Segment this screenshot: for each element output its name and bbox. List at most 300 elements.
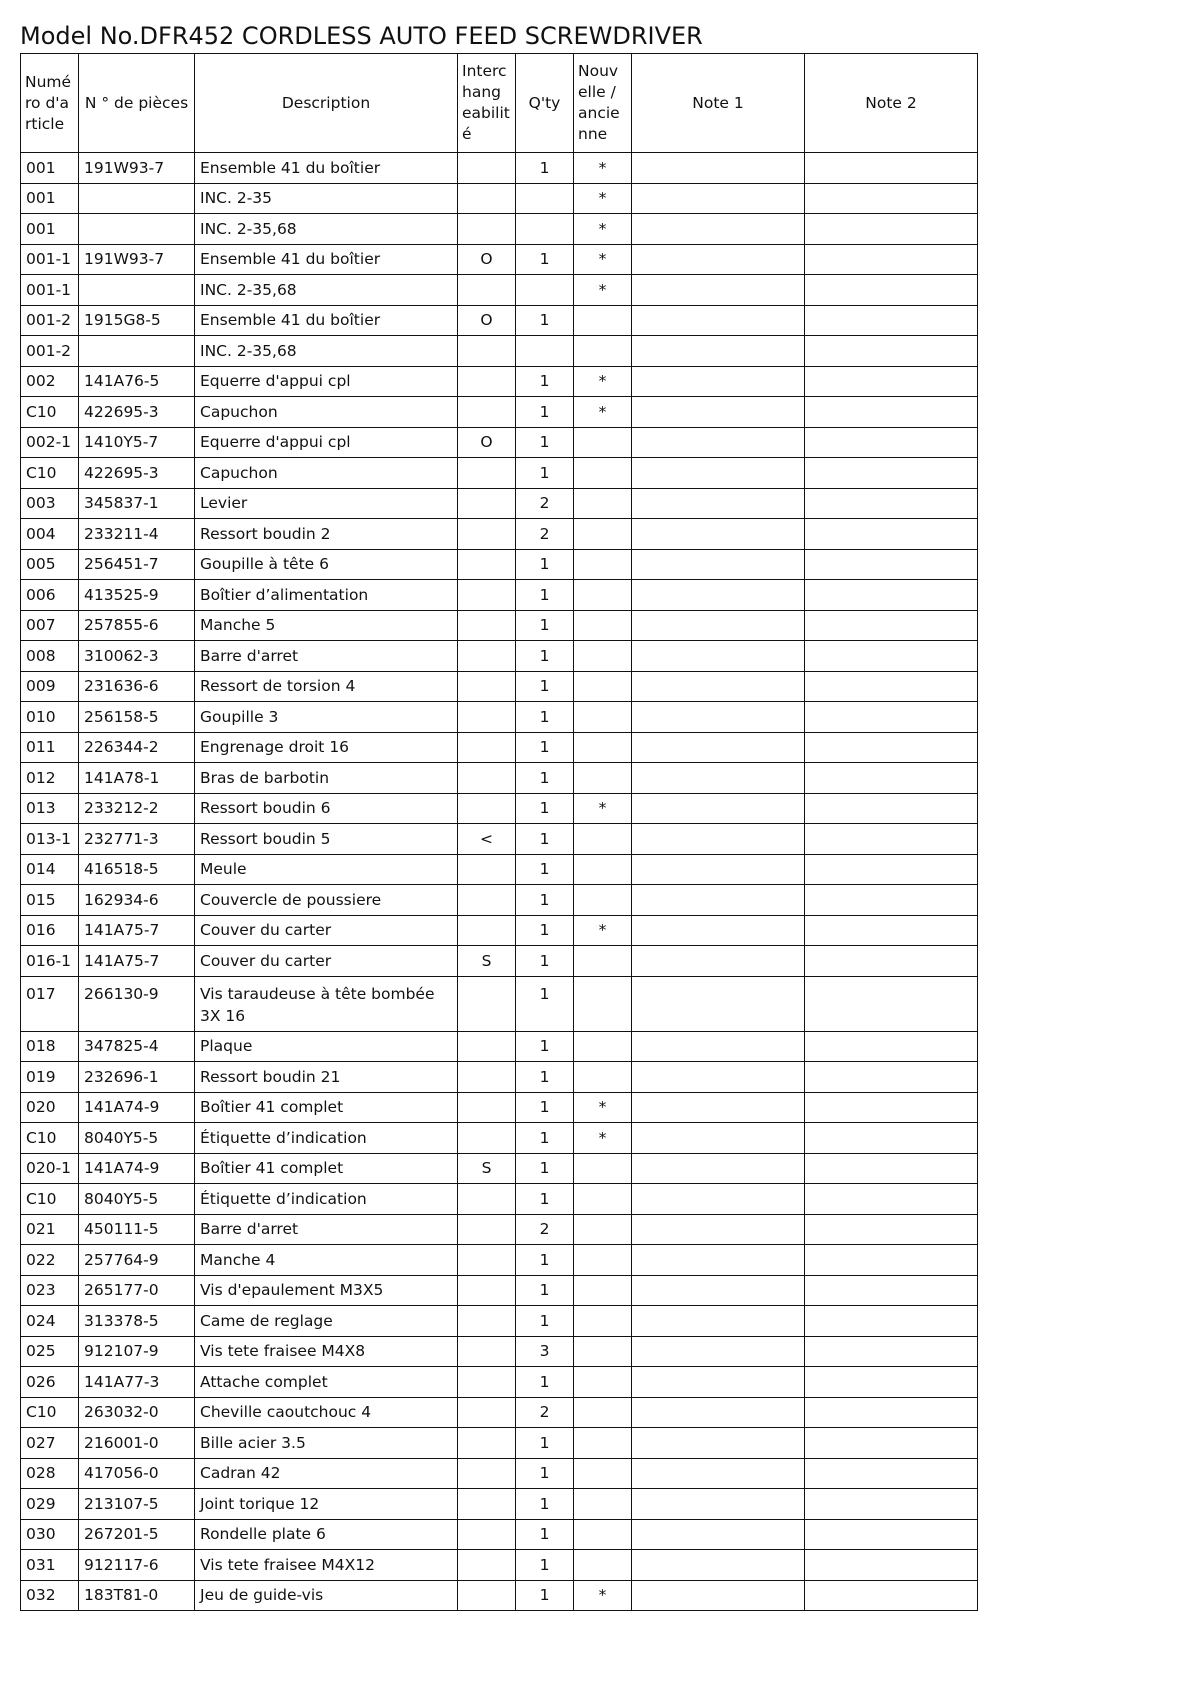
cell-item-number: 011 [21, 732, 79, 763]
cell-description: Ressort boudin 21 [195, 1062, 458, 1093]
cell-quantity: 1 [516, 671, 574, 702]
cell-interchangeability [458, 366, 516, 397]
cell-description: Vis tete fraisee M4X8 [195, 1336, 458, 1367]
cell-note-2 [805, 336, 978, 367]
cell-quantity: 1 [516, 793, 574, 824]
cell-description: Vis taraudeuse à tête bombée 3X 16 [195, 976, 458, 1031]
table-row [21, 1092, 978, 1123]
cell-interchangeability [458, 580, 516, 611]
cell-description: Capuchon [195, 397, 458, 428]
cell-description: Boîtier d’alimentation [195, 580, 458, 611]
cell-item-number: 016 [21, 915, 79, 946]
cell-part-number: 422695-3 [79, 458, 195, 489]
cell-new-old [574, 763, 632, 794]
table-row [21, 305, 978, 336]
cell-item-number: 001-1 [21, 275, 79, 306]
table-row [21, 793, 978, 824]
cell-part-number: 141A76-5 [79, 366, 195, 397]
cell-part-number: 265177-0 [79, 1275, 195, 1306]
cell-note-1 [632, 458, 805, 489]
cell-note-1 [632, 1306, 805, 1337]
cell-part-number [79, 183, 195, 214]
cell-new-old [574, 885, 632, 916]
cell-note-1 [632, 519, 805, 550]
cell-note-2 [805, 946, 978, 977]
table-row [21, 244, 978, 275]
cell-description: Bras de barbotin [195, 763, 458, 794]
cell-description: Equerre d'appui cpl [195, 427, 458, 458]
header-quantity: Q'ty [516, 54, 574, 153]
cell-interchangeability: O [458, 305, 516, 336]
cell-note-1 [632, 427, 805, 458]
cell-quantity: 2 [516, 519, 574, 550]
cell-interchangeability [458, 549, 516, 580]
cell-note-2 [805, 153, 978, 184]
cell-description: Boîtier 41 complet [195, 1153, 458, 1184]
cell-part-number: 213107-5 [79, 1489, 195, 1520]
cell-note-2 [805, 1336, 978, 1367]
cell-new-old: * [574, 1092, 632, 1123]
cell-note-1 [632, 671, 805, 702]
table-row [21, 1031, 978, 1062]
cell-note-1 [632, 153, 805, 184]
cell-new-old [574, 1519, 632, 1550]
cell-part-number: 256158-5 [79, 702, 195, 733]
cell-note-1 [632, 1092, 805, 1123]
cell-new-old [574, 1062, 632, 1093]
cell-quantity: 2 [516, 488, 574, 519]
cell-part-number: 347825-4 [79, 1031, 195, 1062]
table-row [21, 458, 978, 489]
cell-note-2 [805, 976, 978, 1031]
cell-quantity: 1 [516, 397, 574, 428]
cell-description: Came de reglage [195, 1306, 458, 1337]
cell-note-1 [632, 244, 805, 275]
cell-note-1 [632, 1580, 805, 1611]
cell-part-number: 233212-2 [79, 793, 195, 824]
cell-note-1 [632, 854, 805, 885]
cell-description: Meule [195, 854, 458, 885]
cell-description: INC. 2-35 [195, 183, 458, 214]
cell-interchangeability [458, 1306, 516, 1337]
cell-new-old [574, 1428, 632, 1459]
cell-note-2 [805, 1184, 978, 1215]
cell-description: Vis tete fraisee M4X12 [195, 1550, 458, 1581]
header-note-2: Note 2 [805, 54, 978, 153]
cell-note-1 [632, 702, 805, 733]
cell-new-old: * [574, 397, 632, 428]
table-row [21, 214, 978, 245]
cell-quantity: 1 [516, 549, 574, 580]
cell-item-number: C10 [21, 458, 79, 489]
table-row [21, 183, 978, 214]
cell-quantity: 1 [516, 427, 574, 458]
cell-note-2 [805, 549, 978, 580]
cell-part-number: 257855-6 [79, 610, 195, 641]
cell-item-number: 016-1 [21, 946, 79, 977]
cell-note-1 [632, 1397, 805, 1428]
cell-part-number: 912117-6 [79, 1550, 195, 1581]
cell-description: Ensemble 41 du boîtier [195, 305, 458, 336]
cell-note-2 [805, 214, 978, 245]
cell-part-number: 191W93-7 [79, 244, 195, 275]
cell-item-number: C10 [21, 1184, 79, 1215]
cell-part-number: 267201-5 [79, 1519, 195, 1550]
cell-description: Couvercle de poussiere [195, 885, 458, 916]
cell-note-2 [805, 1428, 978, 1459]
cell-note-2 [805, 1245, 978, 1276]
cell-note-2 [805, 1153, 978, 1184]
cell-part-number: 216001-0 [79, 1428, 195, 1459]
cell-part-number: 1915G8-5 [79, 305, 195, 336]
cell-note-2 [805, 1306, 978, 1337]
cell-quantity: 1 [516, 946, 574, 977]
cell-note-1 [632, 1428, 805, 1459]
cell-note-1 [632, 1489, 805, 1520]
cell-part-number [79, 275, 195, 306]
cell-note-2 [805, 671, 978, 702]
cell-new-old [574, 1397, 632, 1428]
cell-note-2 [805, 763, 978, 794]
cell-quantity: 1 [516, 580, 574, 611]
cell-item-number: 002 [21, 366, 79, 397]
cell-note-1 [632, 366, 805, 397]
cell-note-1 [632, 488, 805, 519]
table-row [21, 1336, 978, 1367]
cell-new-old [574, 1031, 632, 1062]
cell-note-2 [805, 1489, 978, 1520]
cell-description: INC. 2-35,68 [195, 275, 458, 306]
table-row [21, 854, 978, 885]
cell-note-1 [632, 763, 805, 794]
cell-note-1 [632, 1458, 805, 1489]
cell-note-1 [632, 732, 805, 763]
cell-new-old: * [574, 153, 632, 184]
cell-note-2 [805, 1062, 978, 1093]
cell-item-number: 020 [21, 1092, 79, 1123]
cell-new-old [574, 1367, 632, 1398]
cell-note-1 [632, 305, 805, 336]
cell-interchangeability [458, 1550, 516, 1581]
cell-note-1 [632, 1214, 805, 1245]
cell-new-old: * [574, 1123, 632, 1154]
cell-item-number: 006 [21, 580, 79, 611]
cell-quantity: 1 [516, 1184, 574, 1215]
cell-interchangeability [458, 732, 516, 763]
cell-new-old [574, 336, 632, 367]
cell-quantity: 1 [516, 1123, 574, 1154]
cell-part-number: 141A75-7 [79, 915, 195, 946]
cell-part-number: 263032-0 [79, 1397, 195, 1428]
cell-note-1 [632, 549, 805, 580]
cell-note-1 [632, 824, 805, 855]
cell-item-number: 013-1 [21, 824, 79, 855]
cell-description: Ensemble 41 du boîtier [195, 244, 458, 275]
cell-part-number: 232771-3 [79, 824, 195, 855]
cell-interchangeability [458, 336, 516, 367]
cell-item-number: 023 [21, 1275, 79, 1306]
cell-note-1 [632, 976, 805, 1031]
cell-part-number: 422695-3 [79, 397, 195, 428]
cell-quantity: 1 [516, 824, 574, 855]
header-part-number: N ° de pièces [79, 54, 195, 153]
table-row [21, 1062, 978, 1093]
cell-item-number: 007 [21, 610, 79, 641]
cell-note-2 [805, 854, 978, 885]
cell-interchangeability [458, 1275, 516, 1306]
cell-quantity: 1 [516, 732, 574, 763]
cell-part-number: 141A74-9 [79, 1092, 195, 1123]
cell-note-2 [805, 732, 978, 763]
cell-new-old [574, 854, 632, 885]
cell-description: Plaque [195, 1031, 458, 1062]
table-row [21, 519, 978, 550]
cell-description: Ressort boudin 2 [195, 519, 458, 550]
cell-part-number: 183T81-0 [79, 1580, 195, 1611]
cell-quantity [516, 336, 574, 367]
cell-item-number: 001-2 [21, 305, 79, 336]
cell-quantity: 1 [516, 1031, 574, 1062]
cell-note-1 [632, 1367, 805, 1398]
cell-part-number: 256451-7 [79, 549, 195, 580]
cell-note-2 [805, 1275, 978, 1306]
cell-item-number: 005 [21, 549, 79, 580]
cell-new-old [574, 1153, 632, 1184]
cell-note-2 [805, 1397, 978, 1428]
cell-quantity: 1 [516, 1153, 574, 1184]
cell-interchangeability [458, 671, 516, 702]
table-row [21, 732, 978, 763]
cell-description: Couver du carter [195, 946, 458, 977]
cell-description: Engrenage droit 16 [195, 732, 458, 763]
cell-note-2 [805, 244, 978, 275]
cell-new-old [574, 519, 632, 550]
cell-note-2 [805, 641, 978, 672]
cell-part-number: 310062-3 [79, 641, 195, 672]
cell-part-number [79, 214, 195, 245]
cell-description: Joint torique 12 [195, 1489, 458, 1520]
cell-new-old: * [574, 366, 632, 397]
cell-item-number: 032 [21, 1580, 79, 1611]
cell-new-old [574, 946, 632, 977]
cell-interchangeability: S [458, 1153, 516, 1184]
cell-interchangeability [458, 458, 516, 489]
cell-note-2 [805, 183, 978, 214]
table-row [21, 1519, 978, 1550]
cell-item-number: 004 [21, 519, 79, 550]
cell-interchangeability: < [458, 824, 516, 855]
cell-interchangeability [458, 153, 516, 184]
cell-interchangeability [458, 1519, 516, 1550]
cell-part-number: 912107-9 [79, 1336, 195, 1367]
cell-new-old [574, 458, 632, 489]
cell-interchangeability: S [458, 946, 516, 977]
cell-interchangeability [458, 641, 516, 672]
cell-description: Barre d'arret [195, 641, 458, 672]
cell-note-2 [805, 366, 978, 397]
cell-item-number: C10 [21, 1397, 79, 1428]
cell-quantity [516, 275, 574, 306]
cell-quantity: 1 [516, 885, 574, 916]
cell-description: Couver du carter [195, 915, 458, 946]
cell-note-1 [632, 946, 805, 977]
table-row [21, 1214, 978, 1245]
cell-interchangeability [458, 183, 516, 214]
cell-item-number: C10 [21, 1123, 79, 1154]
table-row [21, 1580, 978, 1611]
table-row [21, 1153, 978, 1184]
table-row [21, 885, 978, 916]
cell-quantity: 1 [516, 610, 574, 641]
cell-part-number [79, 336, 195, 367]
cell-interchangeability [458, 854, 516, 885]
parts-table [20, 53, 978, 1611]
cell-quantity: 1 [516, 244, 574, 275]
cell-note-1 [632, 1062, 805, 1093]
cell-interchangeability [458, 214, 516, 245]
cell-description: Manche 5 [195, 610, 458, 641]
table-row [21, 702, 978, 733]
cell-note-2 [805, 305, 978, 336]
cell-item-number: 003 [21, 488, 79, 519]
cell-quantity: 1 [516, 153, 574, 184]
cell-description: Equerre d'appui cpl [195, 366, 458, 397]
cell-interchangeability [458, 1031, 516, 1062]
header-new-old: Nouv elle / ancie nne [574, 54, 632, 153]
cell-new-old [574, 610, 632, 641]
cell-note-2 [805, 397, 978, 428]
cell-note-1 [632, 1275, 805, 1306]
cell-item-number: 029 [21, 1489, 79, 1520]
cell-new-old [574, 427, 632, 458]
cell-item-number: 031 [21, 1550, 79, 1581]
cell-new-old [574, 671, 632, 702]
parts-table-body [21, 153, 978, 1611]
cell-description: Ressort de torsion 4 [195, 671, 458, 702]
cell-part-number: 345837-1 [79, 488, 195, 519]
cell-note-2 [805, 610, 978, 641]
table-header-row [21, 54, 978, 153]
table-row [21, 427, 978, 458]
cell-quantity: 1 [516, 1306, 574, 1337]
cell-description: Cheville caoutchouc 4 [195, 1397, 458, 1428]
cell-description: Vis d'epaulement M3X5 [195, 1275, 458, 1306]
cell-description: Étiquette d’indication [195, 1123, 458, 1154]
cell-item-number: 018 [21, 1031, 79, 1062]
table-row [21, 1306, 978, 1337]
cell-new-old [574, 702, 632, 733]
cell-item-number: 001 [21, 183, 79, 214]
cell-interchangeability [458, 763, 516, 794]
table-row [21, 1367, 978, 1398]
cell-description: Cadran 42 [195, 1458, 458, 1489]
cell-note-1 [632, 1519, 805, 1550]
table-row [21, 1550, 978, 1581]
cell-new-old [574, 1245, 632, 1276]
cell-interchangeability [458, 1489, 516, 1520]
cell-item-number: 021 [21, 1214, 79, 1245]
cell-part-number: 450111-5 [79, 1214, 195, 1245]
cell-item-number: 030 [21, 1519, 79, 1550]
cell-interchangeability [458, 1428, 516, 1459]
cell-quantity [516, 214, 574, 245]
cell-note-1 [632, 214, 805, 245]
cell-interchangeability [458, 793, 516, 824]
cell-description: Barre d'arret [195, 1214, 458, 1245]
cell-quantity: 2 [516, 1397, 574, 1428]
cell-interchangeability [458, 519, 516, 550]
cell-description: Ressort boudin 6 [195, 793, 458, 824]
cell-note-2 [805, 580, 978, 611]
cell-note-1 [632, 336, 805, 367]
document-title: Model No.DFR452 CORDLESS AUTO FEED SCREWDRIVER [20, 22, 703, 50]
cell-interchangeability [458, 702, 516, 733]
cell-new-old [574, 305, 632, 336]
cell-interchangeability [458, 1214, 516, 1245]
cell-note-2 [805, 458, 978, 489]
cell-description: Goupille à tête 6 [195, 549, 458, 580]
cell-description: Jeu de guide-vis [195, 1580, 458, 1611]
cell-description: Attache complet [195, 1367, 458, 1398]
cell-interchangeability [458, 488, 516, 519]
table-row [21, 1428, 978, 1459]
table-row [21, 824, 978, 855]
cell-new-old [574, 824, 632, 855]
cell-new-old: * [574, 915, 632, 946]
cell-quantity: 1 [516, 1367, 574, 1398]
cell-item-number: 026 [21, 1367, 79, 1398]
cell-interchangeability [458, 1062, 516, 1093]
cell-part-number: 413525-9 [79, 580, 195, 611]
table-row [21, 1489, 978, 1520]
table-row [21, 976, 978, 1031]
cell-part-number: 416518-5 [79, 854, 195, 885]
cell-item-number: 009 [21, 671, 79, 702]
cell-quantity: 1 [516, 763, 574, 794]
cell-quantity: 1 [516, 1275, 574, 1306]
cell-interchangeability: O [458, 427, 516, 458]
cell-new-old [574, 488, 632, 519]
cell-note-1 [632, 183, 805, 214]
table-row [21, 763, 978, 794]
cell-part-number: 141A74-9 [79, 1153, 195, 1184]
cell-description: Étiquette d’indication [195, 1184, 458, 1215]
cell-note-2 [805, 488, 978, 519]
table-row [21, 1123, 978, 1154]
cell-item-number: 001 [21, 153, 79, 184]
cell-interchangeability [458, 1123, 516, 1154]
cell-part-number: 141A78-1 [79, 763, 195, 794]
cell-note-2 [805, 915, 978, 946]
cell-part-number: 417056-0 [79, 1458, 195, 1489]
table-row [21, 488, 978, 519]
cell-new-old: * [574, 244, 632, 275]
header-interchangeability: Interc hang eabilit é [458, 54, 516, 153]
cell-note-1 [632, 1153, 805, 1184]
cell-note-2 [805, 1367, 978, 1398]
cell-part-number: 257764-9 [79, 1245, 195, 1276]
cell-note-2 [805, 1123, 978, 1154]
cell-new-old [574, 1214, 632, 1245]
cell-new-old: * [574, 793, 632, 824]
table-row [21, 610, 978, 641]
table-row [21, 1397, 978, 1428]
cell-part-number: 162934-6 [79, 885, 195, 916]
cell-interchangeability [458, 397, 516, 428]
cell-item-number: 013 [21, 793, 79, 824]
cell-interchangeability: O [458, 244, 516, 275]
cell-quantity: 1 [516, 915, 574, 946]
